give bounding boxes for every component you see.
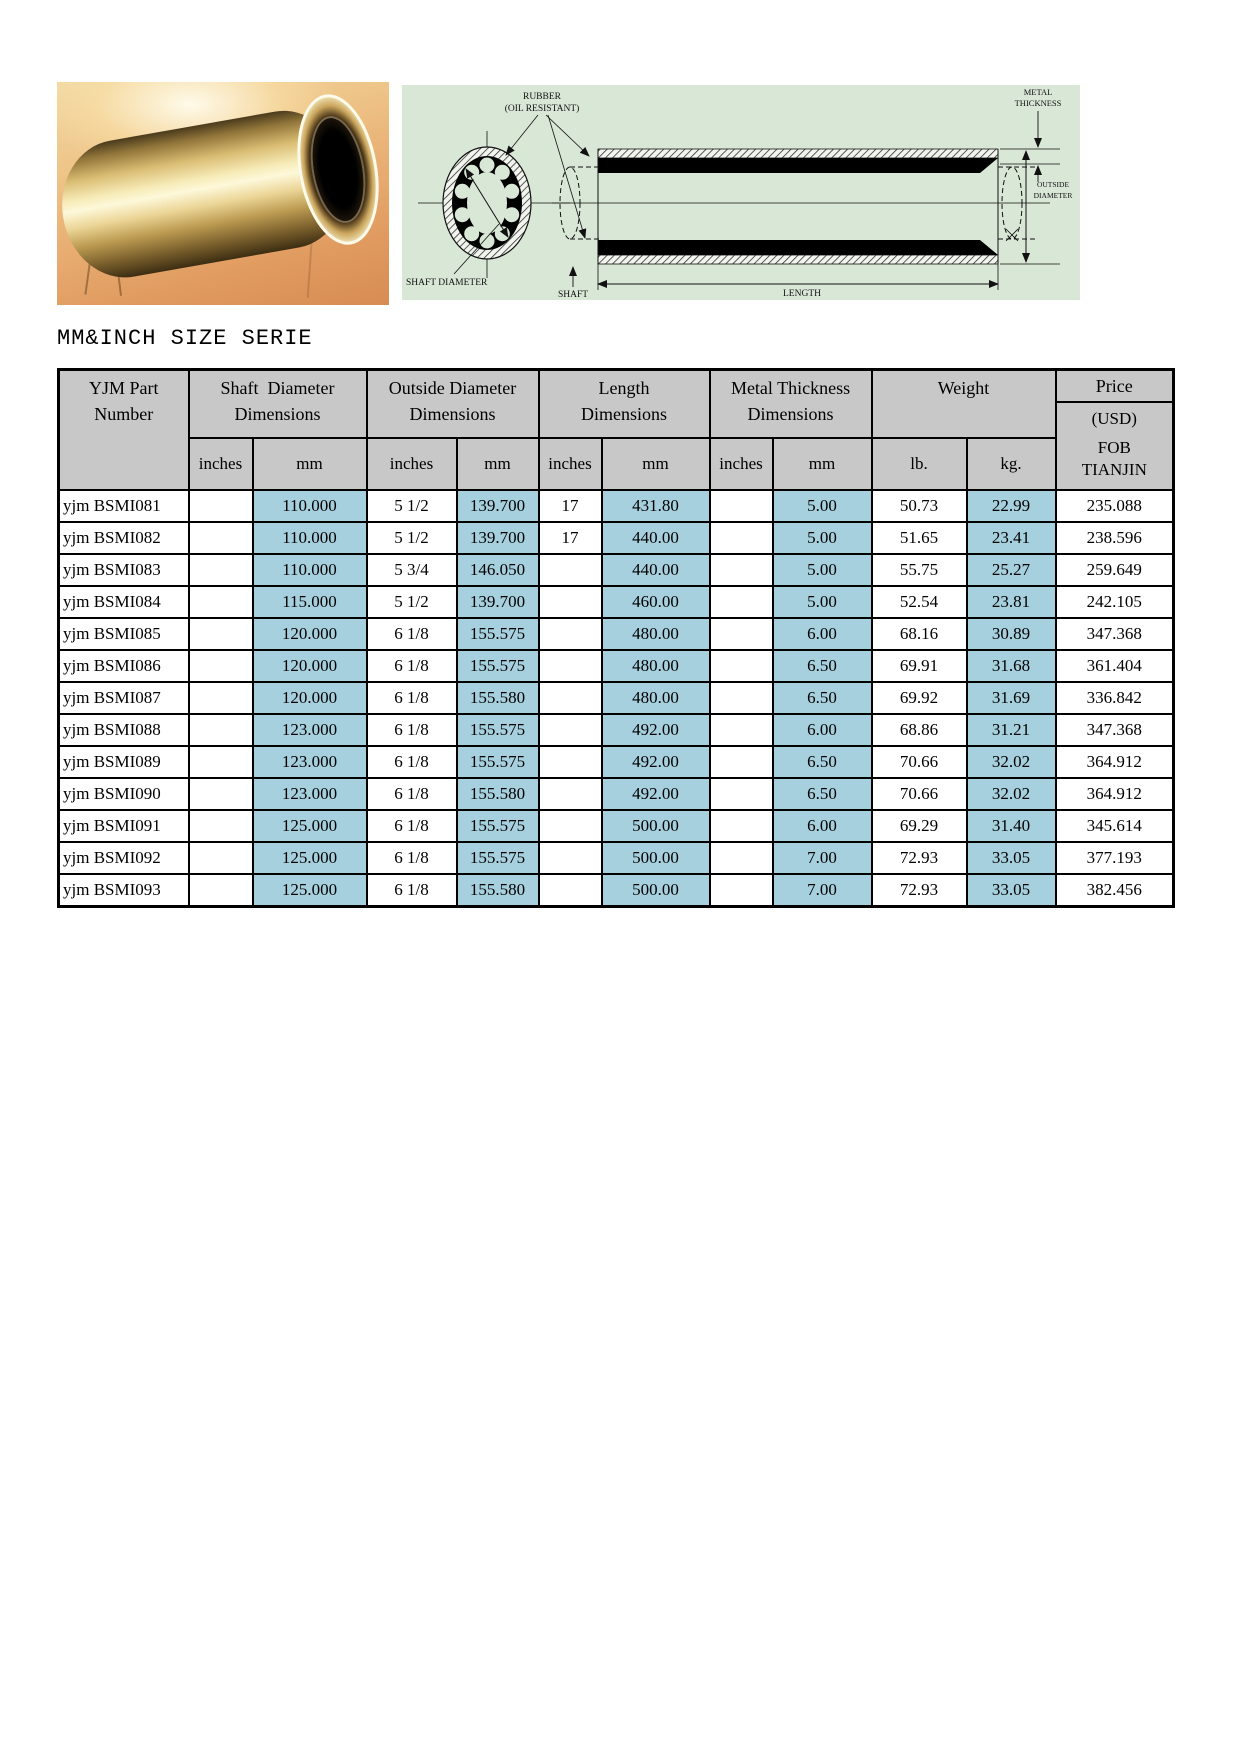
metal-thickness-label-2: THICKNESS: [1014, 98, 1062, 108]
bearing-technical-diagram: [402, 85, 1080, 300]
cell-weight-lb: 70.66: [872, 778, 967, 810]
cell-shaft-inches: [189, 778, 253, 810]
cell-outside-mm: 155.575: [457, 810, 539, 842]
cell-length-inches: [539, 714, 602, 746]
cell-shaft-inches: [189, 714, 253, 746]
unit-length-inches: inches: [539, 438, 602, 490]
cell-outside-inches: 6 1/8: [367, 778, 457, 810]
cell-metal-mm: 6.00: [773, 618, 872, 650]
header-metal-thickness: Metal Thickness Dimensions: [710, 370, 872, 439]
cell-length-mm: 480.00: [602, 618, 710, 650]
cell-length-mm: 480.00: [602, 650, 710, 682]
unit-length-mm: mm: [602, 438, 710, 490]
table-row: [59, 874, 1174, 907]
header-part-line2: Number: [94, 404, 154, 424]
cell-length-mm: 480.00: [602, 682, 710, 714]
cell-metal-inches: [710, 554, 773, 586]
unit-outside-inches: inches: [367, 438, 457, 490]
cell-weight-kg: 23.41: [967, 522, 1056, 554]
cell-metal-inches: [710, 650, 773, 682]
cell-metal-inches: [710, 746, 773, 778]
cell-part-number: yjm BSMI093: [59, 874, 189, 907]
table-header-units-row: [59, 438, 1174, 490]
cell-shaft-inches: [189, 842, 253, 874]
cell-price: 347.368: [1056, 618, 1174, 650]
cell-length-mm: 500.00: [602, 874, 710, 907]
cell-length-mm: 440.00: [602, 554, 710, 586]
cell-outside-mm: 139.700: [457, 522, 539, 554]
cell-length-inches: [539, 778, 602, 810]
table-row: [59, 522, 1174, 554]
table-row: [59, 746, 1174, 778]
unit-metal-inches: inches: [710, 438, 773, 490]
cell-metal-mm: 5.00: [773, 490, 872, 522]
cell-weight-lb: 72.93: [872, 874, 967, 907]
header-price-currency: (USD): [1091, 409, 1137, 428]
cell-metal-mm: 5.00: [773, 586, 872, 618]
cell-metal-mm: 6.50: [773, 746, 872, 778]
bearing-tube-image: [57, 85, 389, 297]
unit-shaft-inches: inches: [189, 438, 253, 490]
cell-price: 347.368: [1056, 714, 1174, 746]
cell-weight-kg: 31.40: [967, 810, 1056, 842]
cell-metal-mm: 6.50: [773, 650, 872, 682]
cell-outside-inches: 6 1/8: [367, 746, 457, 778]
header-length: Length Dimensions: [539, 370, 710, 439]
cell-shaft-mm: 125.000: [253, 842, 367, 874]
cell-outside-inches: 5 1/2: [367, 490, 457, 522]
cell-length-mm: 492.00: [602, 746, 710, 778]
shaft-label: SHAFT: [557, 290, 589, 300]
cell-weight-lb: 51.65: [872, 522, 967, 554]
cell-length-inches: [539, 842, 602, 874]
cell-outside-mm: 155.575: [457, 714, 539, 746]
table-row: [59, 778, 1174, 810]
cell-metal-mm: 7.00: [773, 842, 872, 874]
cell-outside-inches: 5 1/2: [367, 586, 457, 618]
cell-weight-lb: 50.73: [872, 490, 967, 522]
table-header-group-row: [59, 370, 1174, 439]
cell-shaft-inches: [189, 810, 253, 842]
cell-outside-mm: 146.050: [457, 554, 539, 586]
cell-weight-kg: 25.27: [967, 554, 1056, 586]
header-price-fob: FOB TIANJIN: [1081, 438, 1147, 479]
unit-shaft-mm: mm: [253, 438, 367, 490]
cell-length-inches: [539, 586, 602, 618]
cell-metal-inches: [710, 490, 773, 522]
cell-outside-inches: 5 1/2: [367, 522, 457, 554]
table-row: [59, 714, 1174, 746]
unit-metal-mm: mm: [773, 438, 872, 490]
cell-outside-mm: 139.700: [457, 490, 539, 522]
unit-weight-kg: kg.: [967, 438, 1056, 490]
cell-shaft-mm: 120.000: [253, 618, 367, 650]
cell-metal-inches: [710, 682, 773, 714]
header-price-label: Price: [1057, 371, 1173, 403]
cell-metal-mm: 6.00: [773, 714, 872, 746]
cell-metal-inches: [710, 874, 773, 907]
cell-metal-inches: [710, 618, 773, 650]
cell-price: 238.596: [1056, 522, 1174, 554]
size-table: [57, 368, 1175, 908]
cell-part-number: yjm BSMI089: [59, 746, 189, 778]
cell-length-inches: [539, 874, 602, 907]
cell-shaft-mm: 110.000: [253, 490, 367, 522]
cell-outside-inches: 6 1/8: [367, 650, 457, 682]
cell-weight-lb: 72.93: [872, 842, 967, 874]
cell-metal-mm: 5.00: [773, 554, 872, 586]
cell-part-number: yjm BSMI082: [59, 522, 189, 554]
cell-shaft-mm: 123.000: [253, 746, 367, 778]
cell-outside-mm: 155.580: [457, 778, 539, 810]
cell-shaft-inches: [189, 874, 253, 907]
header-part-line1: YJM Part: [88, 378, 159, 398]
rubber-label-2: (OIL RESISTANT): [504, 104, 580, 114]
cell-part-number: yjm BSMI085: [59, 618, 189, 650]
cell-weight-kg: 33.05: [967, 874, 1056, 907]
cell-metal-inches: [710, 810, 773, 842]
cell-metal-inches: [710, 522, 773, 554]
cell-weight-kg: 31.68: [967, 650, 1056, 682]
cell-shaft-inches: [189, 490, 253, 522]
cell-part-number: yjm BSMI092: [59, 842, 189, 874]
cell-weight-lb: 69.29: [872, 810, 967, 842]
shaft-diameter-label: SHAFT DIAMETER: [406, 278, 488, 288]
cell-weight-kg: 32.02: [967, 778, 1056, 810]
cell-length-inches: [539, 618, 602, 650]
cell-weight-kg: 32.02: [967, 746, 1056, 778]
cell-price: 364.912: [1056, 778, 1174, 810]
cell-price: 242.105: [1056, 586, 1174, 618]
cell-shaft-mm: 120.000: [253, 682, 367, 714]
cell-length-inches: [539, 650, 602, 682]
cell-part-number: yjm BSMI088: [59, 714, 189, 746]
cell-outside-inches: 6 1/8: [367, 714, 457, 746]
table-row: [59, 618, 1174, 650]
table-row: [59, 682, 1174, 714]
outside-diameter-label-2: DIAMETER: [1033, 191, 1073, 200]
cell-part-number: yjm BSMI086: [59, 650, 189, 682]
unit-outside-mm: mm: [457, 438, 539, 490]
cell-shaft-mm: 125.000: [253, 810, 367, 842]
cell-part-number: yjm BSMI081: [59, 490, 189, 522]
cell-part-number: yjm BSMI091: [59, 810, 189, 842]
cell-length-inches: [539, 682, 602, 714]
cell-length-inches: [539, 554, 602, 586]
cell-price: 235.088: [1056, 490, 1174, 522]
table-row: [59, 490, 1174, 522]
cell-outside-inches: 6 1/8: [367, 842, 457, 874]
cell-price: 361.404: [1056, 650, 1174, 682]
cell-weight-kg: 31.69: [967, 682, 1056, 714]
cell-weight-lb: 52.54: [872, 586, 967, 618]
table-row: [59, 810, 1174, 842]
cell-weight-lb: 69.91: [872, 650, 967, 682]
cell-shaft-inches: [189, 586, 253, 618]
page-title: MM&INCH SIZE SERIE: [57, 326, 313, 351]
cell-outside-inches: 6 1/8: [367, 682, 457, 714]
cell-weight-lb: 69.92: [872, 682, 967, 714]
cell-shaft-inches: [189, 746, 253, 778]
cell-weight-kg: 22.99: [967, 490, 1056, 522]
cell-outside-mm: 155.580: [457, 682, 539, 714]
cell-outside-inches: 5 3/4: [367, 554, 457, 586]
cell-metal-mm: 6.50: [773, 778, 872, 810]
cell-outside-mm: 155.575: [457, 746, 539, 778]
cell-price: 364.912: [1056, 746, 1174, 778]
cell-outside-mm: 139.700: [457, 586, 539, 618]
cell-shaft-mm: 110.000: [253, 554, 367, 586]
header-weight: Weight: [872, 370, 1056, 439]
cell-length-inches: [539, 746, 602, 778]
outside-diameter-label: OUTSIDE: [1036, 180, 1070, 189]
cell-shaft-mm: 110.000: [253, 522, 367, 554]
table-row: [59, 650, 1174, 682]
tube-bore: [305, 114, 370, 225]
cell-price: 377.193: [1056, 842, 1174, 874]
cell-part-number: yjm BSMI090: [59, 778, 189, 810]
table-body: [59, 490, 1174, 907]
cell-shaft-inches: [189, 682, 253, 714]
cell-shaft-inches: [189, 522, 253, 554]
cell-shaft-inches: [189, 650, 253, 682]
cell-metal-mm: 6.50: [773, 682, 872, 714]
cell-metal-inches: [710, 586, 773, 618]
cell-shaft-inches: [189, 618, 253, 650]
cell-weight-lb: 68.86: [872, 714, 967, 746]
cell-weight-kg: 33.05: [967, 842, 1056, 874]
cell-outside-mm: 155.580: [457, 874, 539, 907]
rubber-label: RUBBER: [522, 92, 562, 102]
cell-length-mm: 500.00: [602, 810, 710, 842]
cell-length-inches: [539, 810, 602, 842]
cell-metal-mm: 7.00: [773, 874, 872, 907]
cell-price: 345.614: [1056, 810, 1174, 842]
cell-weight-kg: 31.21: [967, 714, 1056, 746]
cell-outside-inches: 6 1/8: [367, 618, 457, 650]
cell-part-number: yjm BSMI084: [59, 586, 189, 618]
cell-length-mm: 460.00: [602, 586, 710, 618]
cell-weight-lb: 70.66: [872, 746, 967, 778]
cell-length-inches: 17: [539, 490, 602, 522]
cell-metal-mm: 6.00: [773, 810, 872, 842]
cell-length-inches: 17: [539, 522, 602, 554]
cell-metal-inches: [710, 842, 773, 874]
cell-price: 259.649: [1056, 554, 1174, 586]
cell-weight-lb: 55.75: [872, 554, 967, 586]
cell-outside-inches: 6 1/8: [367, 810, 457, 842]
header-part-number: [59, 370, 189, 491]
cell-length-mm: 492.00: [602, 714, 710, 746]
header-outside-diameter: Outside Diameter Dimensions: [367, 370, 539, 439]
cell-part-number: yjm BSMI083: [59, 554, 189, 586]
table-row: [59, 842, 1174, 874]
cell-part-number: yjm BSMI087: [59, 682, 189, 714]
cell-price: 382.456: [1056, 874, 1174, 907]
cell-outside-inches: 6 1/8: [367, 874, 457, 907]
length-label: LENGTH: [783, 289, 821, 299]
cell-shaft-inches: [189, 554, 253, 586]
cell-metal-inches: [710, 778, 773, 810]
cell-weight-kg: 30.89: [967, 618, 1056, 650]
cell-outside-mm: 155.575: [457, 650, 539, 682]
header-price: [1056, 370, 1174, 491]
unit-weight-lb: lb.: [872, 438, 967, 490]
header-shaft-diameter: Shaft Diameter Dimensions: [189, 370, 367, 439]
cell-outside-mm: 155.575: [457, 618, 539, 650]
table-row: [59, 554, 1174, 586]
cell-length-mm: 431.80: [602, 490, 710, 522]
cell-length-mm: 492.00: [602, 778, 710, 810]
cell-weight-kg: 23.81: [967, 586, 1056, 618]
cell-shaft-mm: 125.000: [253, 874, 367, 907]
cell-length-mm: 500.00: [602, 842, 710, 874]
product-photo: [57, 82, 389, 305]
metal-thickness-label: METAL: [1023, 87, 1053, 97]
cell-metal-inches: [710, 714, 773, 746]
cell-shaft-mm: 123.000: [253, 778, 367, 810]
cell-outside-mm: 155.575: [457, 842, 539, 874]
cell-length-mm: 440.00: [602, 522, 710, 554]
cell-weight-lb: 68.16: [872, 618, 967, 650]
table-row: [59, 586, 1174, 618]
cell-shaft-mm: 115.000: [253, 586, 367, 618]
cell-metal-mm: 5.00: [773, 522, 872, 554]
cell-shaft-mm: 123.000: [253, 714, 367, 746]
cell-price: 336.842: [1056, 682, 1174, 714]
cell-shaft-mm: 120.000: [253, 650, 367, 682]
